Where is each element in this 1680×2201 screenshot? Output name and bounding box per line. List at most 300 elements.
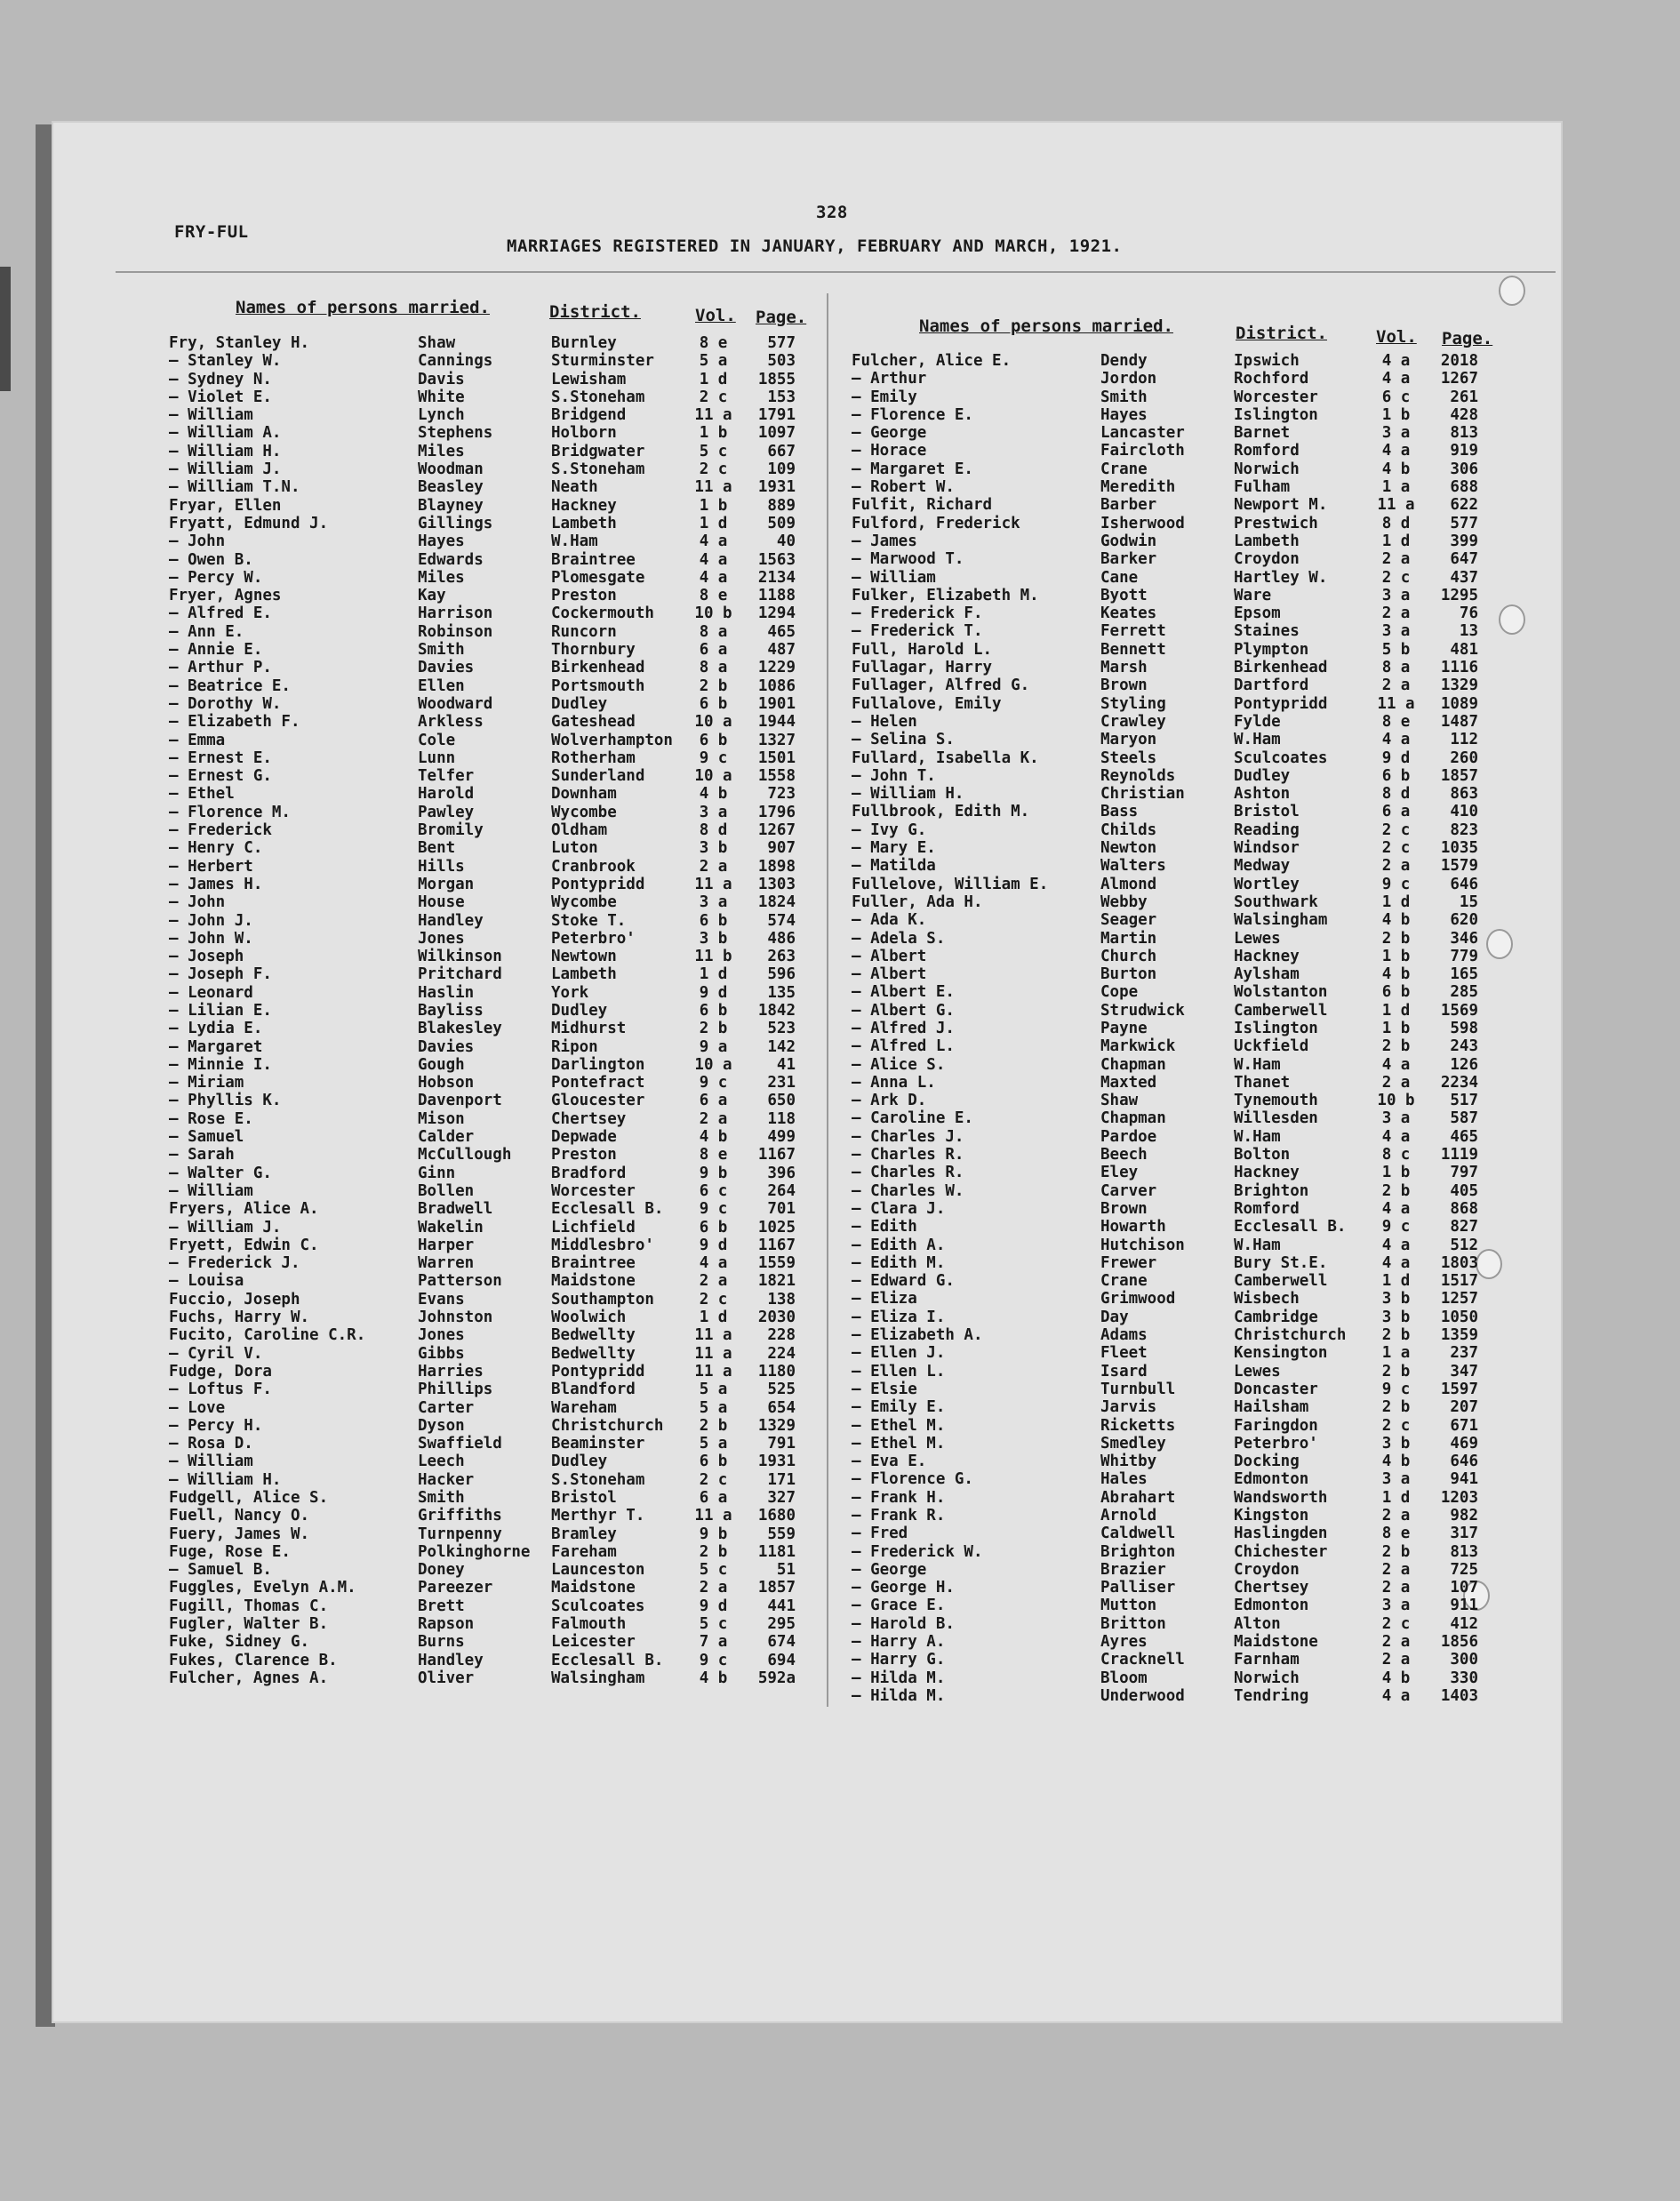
- entry-district: Rochford: [1234, 370, 1309, 388]
- register-entry: [169, 1146, 796, 1164]
- entry-district: Wycombe: [551, 893, 617, 912]
- entry-district: Lambeth: [551, 965, 617, 984]
- entry-volume: 6 b: [1381, 983, 1411, 1002]
- register-entry: [169, 1399, 796, 1417]
- entry-name: — Walter G.: [169, 1164, 272, 1182]
- entry-volume: 10 b: [694, 604, 732, 623]
- entry-spouse-surname: Ayres: [1100, 1633, 1148, 1652]
- entry-district: Thornbury: [551, 641, 636, 660]
- register-entry: [852, 1687, 1478, 1705]
- entry-district: Sunderland: [551, 767, 645, 786]
- entry-spouse-surname: Johnston: [418, 1309, 493, 1327]
- entry-district: Reading: [1234, 820, 1300, 839]
- header-rule: [116, 271, 1556, 273]
- entry-name: — Ethel M.: [852, 1434, 946, 1453]
- entry-volume: 11 a: [694, 1362, 732, 1381]
- entry-spouse-surname: Barker: [1100, 550, 1157, 569]
- entry-page: 1857: [1440, 766, 1478, 785]
- entry-spouse-surname: Whitby: [1100, 1453, 1157, 1471]
- entry-name: Fullbrook, Edith M.: [852, 803, 1030, 821]
- entry-district: Midhurst: [551, 1020, 627, 1038]
- entry-volume: 8 e: [699, 334, 728, 352]
- register-entry: [169, 1219, 796, 1237]
- entry-page: 135: [767, 983, 796, 1002]
- entry-district: Wortley: [1234, 875, 1300, 893]
- column-divider: [827, 293, 828, 1707]
- entry-district: Birkenhead: [551, 659, 645, 677]
- entry-district: Launceston: [551, 1561, 645, 1580]
- entry-page: 523: [767, 1020, 796, 1038]
- right-names-header: Names of persons married.: [919, 316, 1173, 336]
- entry-spouse-surname: Morgan: [418, 875, 475, 893]
- register-entry: [852, 424, 1478, 442]
- entry-name: — Arthur P.: [169, 659, 272, 677]
- punch-hole: [1499, 604, 1525, 635]
- entry-volume: 4 b: [1381, 965, 1411, 984]
- register-entry: [169, 1381, 796, 1398]
- register-entry: [169, 1200, 796, 1218]
- entry-spouse-surname: Jones: [418, 929, 465, 948]
- register-entry: [169, 1092, 796, 1109]
- register-entry: [169, 334, 796, 352]
- entry-name: Fugill, Thomas C.: [169, 1597, 329, 1615]
- entry-name: — Ernest G.: [169, 767, 272, 786]
- register-entry: [852, 731, 1478, 748]
- entry-page: 2018: [1440, 352, 1478, 370]
- register-entry: [169, 1002, 796, 1020]
- register-entry: [169, 1615, 796, 1633]
- register-entry: [169, 1363, 796, 1381]
- entry-name: — George: [852, 424, 927, 443]
- entry-spouse-surname: Brown: [1100, 1199, 1148, 1218]
- entry-spouse-surname: Seager: [1100, 911, 1157, 930]
- entry-district: Ripon: [551, 1037, 598, 1056]
- register-entry: [169, 984, 796, 1002]
- entry-page: 1842: [757, 1001, 796, 1020]
- entry-volume: 1 d: [1381, 1272, 1411, 1291]
- entry-spouse-surname: Strudwick: [1100, 1001, 1185, 1020]
- entry-name: — Minnie I.: [169, 1055, 272, 1074]
- entry-volume: 6 b: [699, 911, 728, 930]
- register-entry: [169, 912, 796, 930]
- entry-page: 428: [1450, 405, 1478, 424]
- entry-district: Ipswich: [1234, 352, 1300, 370]
- entry-district: Darlington: [551, 1055, 645, 1074]
- register-entry: [852, 406, 1478, 424]
- entry-volume: 2 a: [1381, 604, 1411, 623]
- entry-name: — Ada K.: [852, 911, 927, 930]
- register-entry: [852, 695, 1478, 713]
- entry-volume: 2 b: [1381, 1542, 1411, 1561]
- entry-page: 1563: [757, 550, 796, 569]
- entry-spouse-surname: Phillips: [418, 1381, 493, 1399]
- register-entry: [852, 460, 1478, 478]
- entry-district: Dudley: [551, 694, 608, 713]
- entry-district: Sculcoates: [551, 1597, 645, 1615]
- entry-spouse-surname: Patterson: [418, 1272, 502, 1291]
- entry-volume: 9 d: [1381, 748, 1411, 767]
- entry-page: 827: [1450, 1218, 1478, 1237]
- entry-volume: 10 a: [694, 1055, 732, 1074]
- entry-spouse-surname: Walters: [1100, 857, 1166, 876]
- entry-district: Merthyr T.: [551, 1507, 645, 1525]
- entry-district: Southwark: [1234, 892, 1318, 911]
- entry-spouse-surname: Warren: [418, 1254, 475, 1273]
- entry-district: Windsor: [1234, 839, 1300, 858]
- register-entry: [852, 1398, 1478, 1416]
- entry-name: — William: [169, 1181, 253, 1200]
- entry-page: 396: [767, 1164, 796, 1182]
- entry-page: 41: [776, 1055, 796, 1074]
- entry-spouse-surname: Jones: [418, 1326, 465, 1345]
- entry-spouse-surname: Bollen: [418, 1181, 475, 1200]
- entry-page: 791: [767, 1435, 796, 1453]
- entry-name: — Henry C.: [169, 839, 263, 858]
- entry-name: Fuell, Nancy O.: [169, 1507, 310, 1525]
- entry-name: — William A.: [169, 424, 282, 443]
- entry-volume: 2 b: [699, 1416, 728, 1435]
- entry-volume: 1 d: [1381, 892, 1411, 911]
- entry-district: Blandford: [551, 1381, 636, 1399]
- entry-page: 1188: [757, 587, 796, 605]
- entry-volume: 10 a: [694, 713, 732, 732]
- entry-spouse-surname: Lunn: [418, 748, 456, 767]
- entry-page: 260: [1450, 748, 1478, 767]
- entry-spouse-surname: Stephens: [418, 424, 493, 443]
- entry-volume: 4 a: [1381, 1055, 1411, 1074]
- entry-district: Brighton: [1234, 1181, 1309, 1200]
- entry-spouse-surname: Handley: [418, 911, 484, 930]
- entry-volume: 1 d: [1381, 1488, 1411, 1507]
- register-entry: [852, 803, 1478, 820]
- entry-volume: 4 b: [1381, 1669, 1411, 1687]
- entry-district: Downham: [551, 785, 617, 804]
- entry-district: Fylde: [1234, 712, 1281, 731]
- register-entry: [852, 1344, 1478, 1362]
- entry-page: 1181: [757, 1542, 796, 1561]
- entry-district: Haslingden: [1234, 1525, 1328, 1543]
- entry-spouse-surname: Davies: [418, 1037, 475, 1056]
- entry-spouse-surname: Lynch: [418, 406, 465, 425]
- register-entry: [169, 1254, 796, 1272]
- entry-district: Hackney: [1234, 947, 1300, 965]
- punch-hole: [1486, 929, 1513, 959]
- entry-page: 76: [1459, 604, 1478, 623]
- register-entry: [169, 1507, 796, 1525]
- entry-volume: 5 a: [699, 352, 728, 371]
- register-entry: [169, 1056, 796, 1074]
- entry-name: — Albert: [852, 947, 927, 965]
- entry-district: York: [551, 983, 589, 1002]
- entry-name: Fryar, Ellen: [169, 496, 282, 515]
- register-entry: [852, 1182, 1478, 1200]
- entry-name: — Florence E.: [852, 405, 973, 424]
- entry-spouse-surname: Miles: [418, 442, 465, 460]
- left-district-header: District.: [549, 302, 641, 322]
- entry-spouse-surname: Steels: [1100, 748, 1157, 767]
- entry-spouse-surname: Calder: [418, 1128, 475, 1147]
- entry-volume: 4 a: [1381, 352, 1411, 370]
- entry-name: — John T.: [852, 766, 936, 785]
- register-entry: [169, 1561, 796, 1579]
- entry-name: — Phyllis K.: [169, 1092, 282, 1110]
- entry-name: Fullagar, Harry: [852, 659, 993, 677]
- entry-page: 263: [767, 948, 796, 966]
- entry-name: — Elizabeth F.: [169, 713, 300, 732]
- entry-district: Croydon: [1234, 550, 1300, 569]
- entry-page: 1329: [1440, 676, 1478, 695]
- entry-district: Beaminster: [551, 1435, 645, 1453]
- entry-name: — Ellen J.: [852, 1344, 946, 1363]
- register-entry: [852, 948, 1478, 965]
- entry-name: — Grace E.: [852, 1597, 946, 1615]
- entry-district: Hailsham: [1234, 1398, 1309, 1417]
- entry-volume: 11 a: [694, 875, 732, 893]
- entry-volume: 9 c: [699, 1200, 728, 1219]
- entry-spouse-surname: Carver: [1100, 1181, 1157, 1200]
- entry-page: 725: [1450, 1560, 1478, 1579]
- entry-spouse-surname: Britton: [1100, 1614, 1166, 1633]
- entry-name: — Clara J.: [852, 1199, 946, 1218]
- entry-spouse-surname: Dyson: [418, 1416, 465, 1435]
- entry-name: — Charles W.: [852, 1181, 964, 1200]
- entry-page: 503: [767, 352, 796, 371]
- register-entry: [852, 1254, 1478, 1272]
- register-entry: [169, 623, 796, 641]
- register-entry: [169, 1020, 796, 1037]
- entry-page: 596: [767, 965, 796, 984]
- entry-name: — Eva E.: [852, 1453, 927, 1471]
- entry-page: 437: [1450, 568, 1478, 587]
- entry-spouse-surname: Cole: [418, 731, 456, 749]
- entry-volume: 9 d: [699, 983, 728, 1002]
- entry-district: W.Ham: [551, 532, 598, 551]
- entry-district: Burnley: [551, 334, 617, 352]
- entry-district: W.Ham: [1234, 731, 1281, 749]
- entry-spouse-surname: Pawley: [418, 803, 475, 821]
- entry-name: — John W.: [169, 929, 253, 948]
- entry-name: — James H.: [169, 875, 263, 893]
- entry-page: 907: [767, 839, 796, 858]
- page-number: 328: [816, 203, 848, 222]
- entry-page: 1089: [1440, 694, 1478, 713]
- entry-district: Lichfield: [551, 1218, 636, 1237]
- register-entry: [852, 496, 1478, 514]
- entry-page: 1035: [1440, 839, 1478, 858]
- entry-spouse-surname: Shaw: [1100, 1092, 1139, 1110]
- register-entry: [169, 1326, 796, 1344]
- entry-volume: 1 b: [1381, 405, 1411, 424]
- entry-spouse-surname: Pritchard: [418, 965, 502, 984]
- entry-volume: 6 a: [699, 1092, 728, 1110]
- register-entry: [169, 876, 796, 893]
- entry-name: — Emily E.: [852, 1398, 946, 1417]
- entry-page: 654: [767, 1398, 796, 1417]
- entry-page: 228: [767, 1326, 796, 1345]
- register-entry: [169, 804, 796, 821]
- register-entry: [169, 1165, 796, 1182]
- entry-name: — William J.: [169, 460, 282, 479]
- entry-page: 126: [1450, 1055, 1478, 1074]
- entry-volume: 2 a: [1381, 1507, 1411, 1525]
- entry-spouse-surname: Harries: [418, 1362, 484, 1381]
- entry-volume: 9 a: [699, 1037, 728, 1056]
- entry-page: 2030: [757, 1309, 796, 1327]
- entry-name: — Lydia E.: [169, 1020, 263, 1038]
- entry-name: — Edith M.: [852, 1253, 946, 1272]
- entry-page: 1050: [1440, 1308, 1478, 1326]
- entry-spouse-surname: Meredith: [1100, 478, 1176, 497]
- entry-spouse-surname: Ricketts: [1100, 1416, 1176, 1435]
- register-entry: [852, 1435, 1478, 1453]
- entry-spouse-surname: Caldwell: [1100, 1525, 1176, 1543]
- register-entry: [169, 1579, 796, 1597]
- register-entry: [852, 1074, 1478, 1092]
- entry-name: — Herbert: [169, 857, 253, 876]
- entry-district: Ecclesall B.: [551, 1200, 664, 1219]
- entry-spouse-surname: Davenport: [418, 1092, 502, 1110]
- entry-page: 592a: [757, 1669, 796, 1687]
- entry-page: 863: [1450, 785, 1478, 804]
- entry-page: 1327: [757, 731, 796, 749]
- entry-spouse-surname: Crane: [1100, 460, 1148, 478]
- entry-page: 405: [1450, 1181, 1478, 1200]
- entry-page: 138: [767, 1290, 796, 1309]
- entry-volume: 3 b: [699, 839, 728, 858]
- entry-volume: 2 b: [1381, 1362, 1411, 1381]
- entry-page: 1821: [757, 1272, 796, 1291]
- register-entry: [169, 965, 796, 983]
- entry-volume: 3 b: [1381, 1434, 1411, 1453]
- entry-volume: 2 a: [1381, 1651, 1411, 1669]
- entry-volume: 11 a: [694, 1507, 732, 1525]
- entry-spouse-surname: Keates: [1100, 604, 1157, 623]
- register-entry: [852, 478, 1478, 496]
- entry-volume: 6 b: [699, 731, 728, 749]
- entry-name: — Florence G.: [852, 1470, 973, 1489]
- entry-volume: 8 e: [1381, 712, 1411, 731]
- entry-spouse-surname: Isherwood: [1100, 514, 1185, 532]
- entry-page: 1116: [1440, 659, 1478, 677]
- entry-volume: 8 d: [1381, 785, 1411, 804]
- entry-spouse-surname: Bayliss: [418, 1001, 484, 1020]
- entry-spouse-surname: Marsh: [1100, 659, 1148, 677]
- entry-spouse-surname: Lancaster: [1100, 424, 1185, 443]
- entry-district: Newport M.: [1234, 496, 1328, 515]
- register-entry: [852, 1579, 1478, 1597]
- entry-name: Fudgell, Alice S.: [169, 1489, 329, 1507]
- entry-district: Newtown: [551, 948, 617, 966]
- entry-district: Norwich: [1234, 1669, 1300, 1687]
- entry-page: 1597: [1440, 1380, 1478, 1398]
- entry-page: 2134: [757, 568, 796, 587]
- entry-district: Bridgend: [551, 406, 627, 425]
- entry-name: Fullelove, William E.: [852, 875, 1049, 893]
- right-entries: [852, 352, 1478, 1705]
- entry-spouse-surname: Gibbs: [418, 1344, 465, 1363]
- entry-page: 647: [1450, 550, 1478, 569]
- register-entry: [169, 1309, 796, 1326]
- entry-district: Sculcoates: [1234, 748, 1328, 767]
- entry-district: Pontypridd: [1234, 694, 1328, 713]
- entry-page: 346: [1450, 929, 1478, 948]
- entry-volume: 4 a: [1381, 731, 1411, 749]
- entry-spouse-surname: Hales: [1100, 1470, 1148, 1489]
- register-entry: [169, 713, 796, 731]
- register-entry: [852, 352, 1478, 370]
- entry-page: 559: [767, 1525, 796, 1543]
- entry-page: 982: [1450, 1507, 1478, 1525]
- entry-volume: 4 a: [699, 568, 728, 587]
- left-entries: [169, 334, 796, 1687]
- entry-spouse-surname: Eley: [1100, 1164, 1139, 1182]
- entry-district: Norwich: [1234, 460, 1300, 478]
- entry-volume: 6 b: [1381, 766, 1411, 785]
- entry-volume: 1 b: [1381, 1164, 1411, 1182]
- entry-spouse-surname: Rapson: [418, 1615, 475, 1634]
- entry-spouse-surname: Reynolds: [1100, 766, 1176, 785]
- entry-page: 577: [1450, 514, 1478, 532]
- entry-district: Kingston: [1234, 1507, 1309, 1525]
- entry-volume: 3 a: [1381, 1109, 1411, 1128]
- entry-name: Fry, Stanley H.: [169, 334, 310, 352]
- register-entry: [169, 1038, 796, 1056]
- entry-district: Bridgwater: [551, 442, 645, 460]
- entry-volume: 11 a: [694, 1326, 732, 1345]
- entry-volume: 2 a: [1381, 857, 1411, 876]
- entry-page: 171: [767, 1470, 796, 1489]
- entry-district: Pontypridd: [551, 1362, 645, 1381]
- register-entry: [169, 767, 796, 785]
- register-entry: [852, 1290, 1478, 1308]
- entry-name: — Percy H.: [169, 1416, 263, 1435]
- register-entry: [852, 1326, 1478, 1344]
- entry-name: Fugler, Walter B.: [169, 1615, 329, 1634]
- register-entry: [169, 821, 796, 839]
- entry-district: Aylsham: [1234, 965, 1300, 984]
- entry-page: 911: [1450, 1597, 1478, 1615]
- entry-district: Farnham: [1234, 1651, 1300, 1669]
- left-vol-header: Vol.: [695, 306, 736, 325]
- entry-spouse-surname: Pareezer: [418, 1579, 493, 1597]
- entry-name: — Marwood T.: [852, 550, 964, 569]
- entry-district: Doncaster: [1234, 1380, 1318, 1398]
- entry-district: Romford: [1234, 442, 1300, 460]
- right-page-header: Page.: [1442, 329, 1493, 348]
- register-entry: [169, 1110, 796, 1128]
- entry-page: 13: [1459, 622, 1478, 641]
- entry-district: Willesden: [1234, 1109, 1318, 1128]
- entry-name: — Loftus F.: [169, 1381, 272, 1399]
- entry-district: Dartford: [1234, 676, 1309, 695]
- register-entry: [852, 676, 1478, 694]
- entry-district: Bramley: [551, 1525, 617, 1543]
- entry-volume: 2 a: [1381, 1560, 1411, 1579]
- entry-name: — Ernest E.: [169, 748, 272, 767]
- entry-spouse-surname: Ferrett: [1100, 622, 1166, 641]
- entry-volume: 2 a: [1381, 550, 1411, 569]
- entry-district: Thanet: [1234, 1073, 1291, 1092]
- entry-spouse-surname: Woodward: [418, 694, 493, 713]
- entry-spouse-surname: Dendy: [1100, 352, 1148, 370]
- entry-name: — Charles R.: [852, 1146, 964, 1165]
- register-entry: [169, 478, 796, 496]
- entry-spouse-surname: Ginn: [418, 1164, 456, 1182]
- entry-name: — Alfred E.: [169, 604, 272, 623]
- entry-district: Hackney: [1234, 1164, 1300, 1182]
- entry-spouse-surname: Harrison: [418, 604, 493, 623]
- entry-spouse-surname: Cane: [1100, 568, 1139, 587]
